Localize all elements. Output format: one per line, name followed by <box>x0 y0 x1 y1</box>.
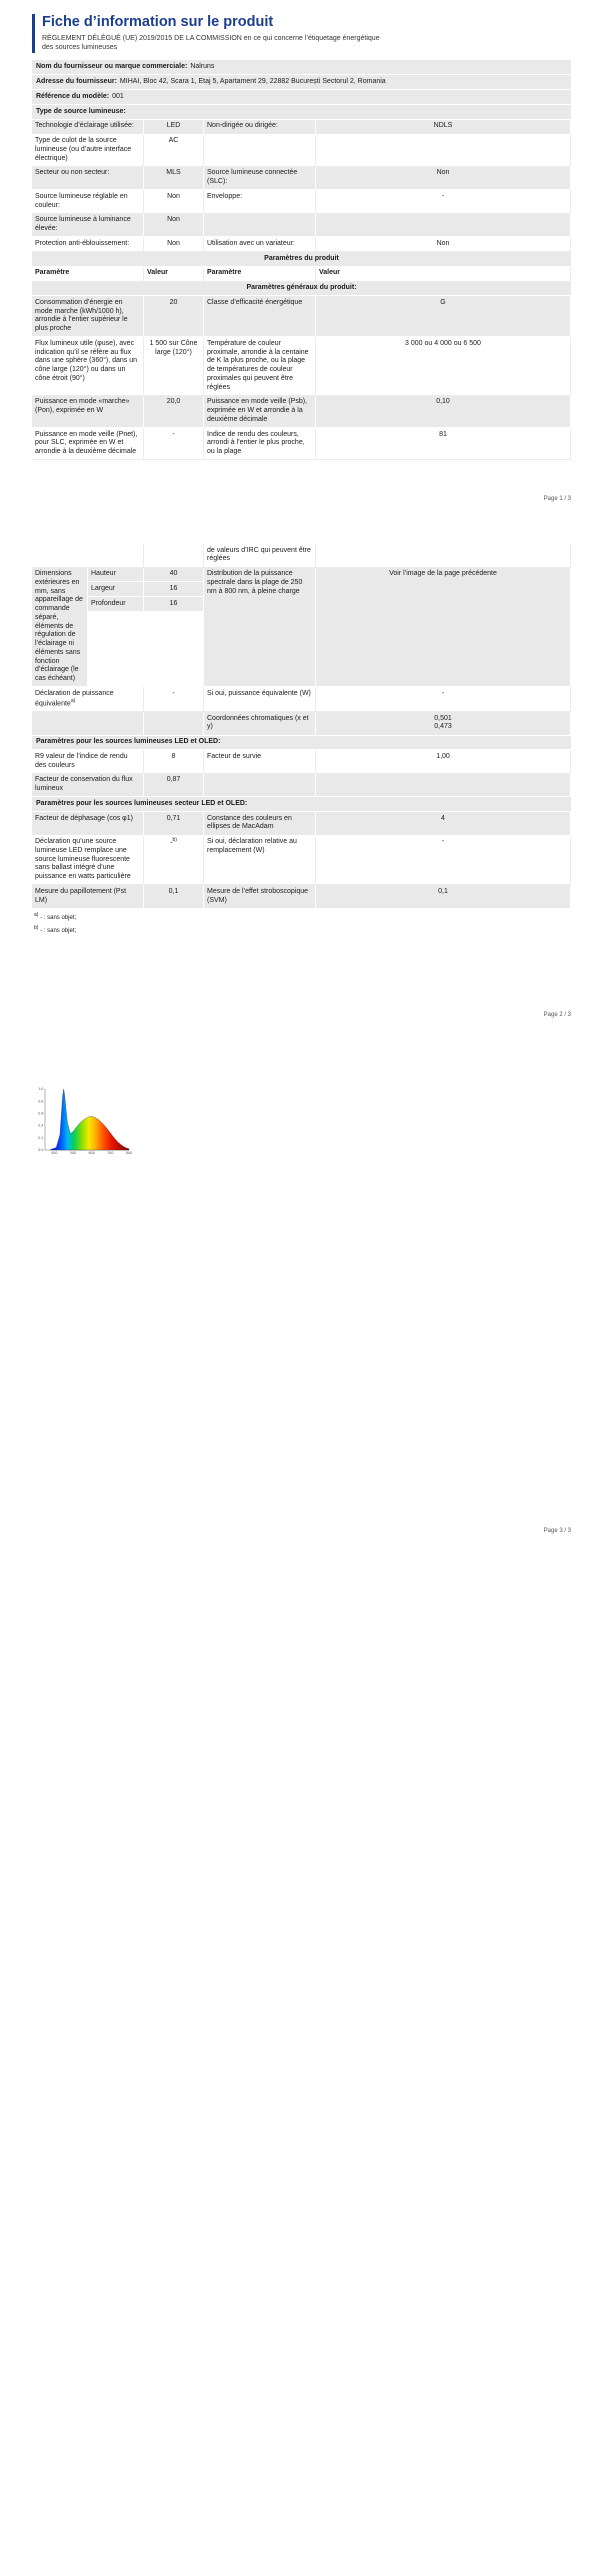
table-row <box>32 296 571 337</box>
param-value: - <box>144 428 204 460</box>
param-value: 1,00 <box>316 750 571 774</box>
param-label: Protection anti-éblouissement: <box>32 237 144 252</box>
param-value: Non <box>144 237 204 252</box>
footnote-b-text: - : sans objet; <box>38 928 77 935</box>
footnote-marker: a) <box>70 697 76 704</box>
dimension-row <box>88 582 204 597</box>
table-row <box>32 836 571 886</box>
param-value: G <box>316 296 571 337</box>
svg-text:700: 700 <box>107 1151 114 1156</box>
param-value: 0,10 <box>316 396 571 428</box>
param-label: Technologie d’éclairage utilisée: <box>32 120 144 135</box>
param-value: 1 500 sur Cône large (120°) <box>144 337 204 396</box>
led-oled-params-header: Paramètres pour les sources lumineuses LED et OLED: <box>32 736 571 751</box>
dimension-label: Hauteur <box>88 568 144 583</box>
col-header-value: Valeur <box>316 267 571 282</box>
param-value: Non <box>316 237 571 252</box>
param-label <box>32 687 144 712</box>
mains-led-oled-params-header: Paramètres pour les sources lumineuses secteur LED et OLED: <box>32 797 571 812</box>
spectral-chart-svg <box>32 1084 136 1164</box>
param-label: Classe d’efficacité énergétique <box>204 296 316 337</box>
param-value: 0,87 <box>144 774 204 798</box>
param-label: Source lumineuse à luminance élevée: <box>32 214 144 238</box>
param-label: Constance des couleurs en ellipses de MacAdam <box>204 812 316 836</box>
table-row <box>32 135 571 167</box>
table-row <box>32 812 571 836</box>
dimension-row <box>88 597 204 612</box>
param-label: de valeurs d’IRC qui peuvent être réglées <box>204 544 316 568</box>
empty-cell <box>144 712 204 736</box>
footnote-b-marker: b) <box>34 925 39 932</box>
supplier-row <box>32 60 571 75</box>
param-value: 0,1 <box>316 885 571 909</box>
chroma-y-value: 0,473 <box>434 723 452 731</box>
type-header-label: Type de source lumineuse: <box>36 108 126 116</box>
table-row <box>32 428 571 460</box>
type-header-row <box>32 105 571 120</box>
param-label: Mesure du papillotement (Pst LM) <box>32 885 144 909</box>
param-label: Indice de rendu des couleurs, arrondi à l’entier le plus proche, ou la plage <box>204 428 316 460</box>
model-value: 001 <box>112 93 124 101</box>
param-value-text: - <box>170 839 173 847</box>
address-label: Adresse du fournisseur: <box>36 78 117 86</box>
param-value: 4 <box>316 812 571 836</box>
param-value: 81 <box>316 428 571 460</box>
svg-text:1.0: 1.0 <box>38 1087 44 1092</box>
param-value: 20,0 <box>144 396 204 428</box>
table-row <box>32 885 571 909</box>
dimension-value: 40 <box>144 568 204 583</box>
param-label: Mesure de l’effet stroboscopique (SVM) <box>204 885 316 909</box>
param-label: Facteur de conservation du flux lumineux <box>32 774 144 798</box>
doc-header <box>32 14 571 53</box>
model-row <box>32 90 571 105</box>
param-value: - <box>316 687 571 712</box>
param-value: - <box>144 687 204 712</box>
param-value <box>316 712 571 736</box>
param-value: AC <box>144 135 204 167</box>
table-row <box>32 774 571 798</box>
svg-text:0.8: 0.8 <box>38 1099 44 1104</box>
param-label: Si oui, déclaration relative au remplacement (W) <box>204 836 316 886</box>
address-value: MIHAI, Bloc 42, Scara 1, Etaj 5, Apartament 29, 22882 București Sectorul 2, Romania <box>119 78 386 86</box>
address-row <box>32 75 571 90</box>
param-value: - <box>316 836 571 886</box>
dimension-label: Profondeur <box>88 597 144 612</box>
footnote-a-text: - : sans objet; <box>38 914 77 921</box>
page-2 <box>0 516 603 1032</box>
param-label: Puissance en mode veille (Pnet), pour SLC, exprimée en W et arrondie à la deuxième décimale <box>32 428 144 460</box>
param-label: Utilisation avec un variateur: <box>204 237 316 252</box>
chromaticity-row <box>32 712 571 736</box>
param-value: NDLS <box>316 120 571 135</box>
param-label: Puissance en mode veille (Psb), exprimée en W et arrondie à la deuxième décimale <box>204 396 316 428</box>
footnote-a-marker: a) <box>34 911 39 918</box>
col-header-value: Valeur <box>144 267 204 282</box>
col-header-param: Paramètre <box>204 267 316 282</box>
dimension-value: 16 <box>144 582 204 597</box>
param-label: Source lumineuse connectée (SLC): <box>204 167 316 191</box>
empty-cell <box>144 544 204 568</box>
param-value <box>316 774 571 798</box>
table-row <box>32 396 571 428</box>
param-label: R9 valeur de l’indice de rendu des couleurs <box>32 750 144 774</box>
supplier-value: Nalruns <box>190 63 215 71</box>
svg-text:0.6: 0.6 <box>38 1111 44 1116</box>
general-params-table <box>32 296 571 460</box>
product-params-header: Paramètres du produit <box>32 252 571 267</box>
param-label: Secteur ou non secteur: <box>32 167 144 191</box>
table-row <box>32 237 571 252</box>
dimensions-subtable <box>88 568 204 688</box>
param-label <box>204 135 316 167</box>
svg-text:0.2: 0.2 <box>38 1135 44 1140</box>
svg-text:600: 600 <box>88 1151 95 1156</box>
columns-header-row <box>32 267 571 282</box>
page-number: Page 2 / 3 <box>543 1012 571 1018</box>
param-label: Source lumineuse réglable en couleur: <box>32 190 144 214</box>
table-row <box>32 214 571 238</box>
param-label: Distribution de la puissance spectrale dans la plage de 250 nm à 800 nm, à pleine charge <box>204 568 316 688</box>
svg-text:800: 800 <box>125 1151 133 1156</box>
param-label <box>204 214 316 238</box>
param-label: Si oui, puissance équivalente (W) <box>204 687 316 712</box>
param-label: Déclaration qu’une source lumineuse LED remplace une source lumineuse fluorescente sans ballast intégré d’une puissance en watts particulière <box>32 836 144 886</box>
param-label: Coordonnées chromatiques (x et y) <box>204 712 316 736</box>
footnote-marker: b) <box>172 837 177 844</box>
svg-text:500: 500 <box>69 1151 77 1156</box>
svg-text:0.4: 0.4 <box>38 1123 44 1128</box>
param-value <box>316 135 571 167</box>
table-row <box>32 750 571 774</box>
param-label: Température de couleur proximale, arrondie à la centaine de K la plus proche, ou la plage de températures de couleur proximales qui peuvent être réglées <box>204 337 316 396</box>
irc-continuation-row <box>32 544 571 568</box>
param-label: Type de culot de la source lumineuse (ou d’autre interface électrique) <box>32 135 144 167</box>
param-label: Facteur de survie <box>204 750 316 774</box>
supplier-label: Nom du fournisseur ou marque commerciale: <box>36 63 188 71</box>
param-value: 8 <box>144 750 204 774</box>
footnote-b <box>34 926 571 935</box>
svg-text:0.0: 0.0 <box>38 1148 44 1153</box>
dimension-row <box>88 568 204 583</box>
dimension-value: 16 <box>144 597 204 612</box>
dimensions-label: Dimensions extérieures en mm, sans appareillage de commande séparé, éléments de régulation de l’éclairage ni éléments sans fonction d’éclairage (le cas échéant) <box>32 568 88 688</box>
footnote-a <box>34 913 571 922</box>
param-value: MLS <box>144 167 204 191</box>
param-label: Enveloppe: <box>204 190 316 214</box>
table-row <box>32 120 571 135</box>
col-header-param: Paramètre <box>32 267 144 282</box>
source-type-table <box>32 120 571 252</box>
param-label-text: Déclaration de puissance équivalente <box>35 689 114 707</box>
param-label: Consommation d’énergie en mode marche (kWh/1000 h), arrondie à l’entier supérieur le plus proche <box>32 296 144 337</box>
spectral-power-distribution-chart <box>32 1084 136 1164</box>
param-label: Facteur de déphasage (cos φ1) <box>32 812 144 836</box>
page-3 <box>0 1032 603 1548</box>
table-row <box>32 337 571 396</box>
param-value: Non <box>316 167 571 191</box>
param-label: Flux lumineux utile (φuse), avec indication qu’il se réfère au flux dans une sphère (360°), dans un cône large (120°) ou dans un cône étroit (90°) <box>32 337 144 396</box>
spd-curve <box>51 1089 129 1150</box>
page-number: Page 3 / 3 <box>543 1528 571 1534</box>
param-label: Puissance en mode «marche» (Pon), exprimée en W <box>32 396 144 428</box>
param-value: LED <box>144 120 204 135</box>
model-label: Référence du modèle: <box>36 93 110 101</box>
dimension-label: Largeur <box>88 582 144 597</box>
svg-text:400: 400 <box>51 1151 58 1156</box>
param-value: 20 <box>144 296 204 337</box>
param-value: Non <box>144 190 204 214</box>
chroma-x-value: 0,501 <box>434 714 452 722</box>
param-value: Voir l’image de la page précédente <box>316 568 571 688</box>
table-row <box>32 167 571 191</box>
param-value <box>144 836 204 886</box>
param-value: - <box>316 190 571 214</box>
param-value: 3 000 ou 4 000 ou 6 500 <box>316 337 571 396</box>
table-row <box>32 190 571 214</box>
param-value: Non <box>144 214 204 238</box>
dimensions-row <box>32 568 571 688</box>
param-value: 0,71 <box>144 812 204 836</box>
empty-cell <box>32 712 144 736</box>
param-value <box>316 214 571 238</box>
page-number: Page 1 / 3 <box>543 496 571 502</box>
param-label <box>204 774 316 798</box>
equivalent-power-row <box>32 687 571 712</box>
doc-title: Fiche d’information sur le produit <box>42 14 274 30</box>
general-params-header: Paramètres généraux du produit: <box>32 282 571 297</box>
empty-cell <box>32 544 144 568</box>
param-label: Non-dirigée ou dirigée: <box>204 120 316 135</box>
page-1 <box>0 0 603 516</box>
param-value: 0,1 <box>144 885 204 909</box>
empty-cell <box>316 544 571 568</box>
regulation-text: RÈGLEMENT DÉLÉGUÉ (UE) 2019/2015 DE LA COMMISSION en ce qui concerne l’étiquetage énergétique des sources lumineuses <box>42 34 380 52</box>
